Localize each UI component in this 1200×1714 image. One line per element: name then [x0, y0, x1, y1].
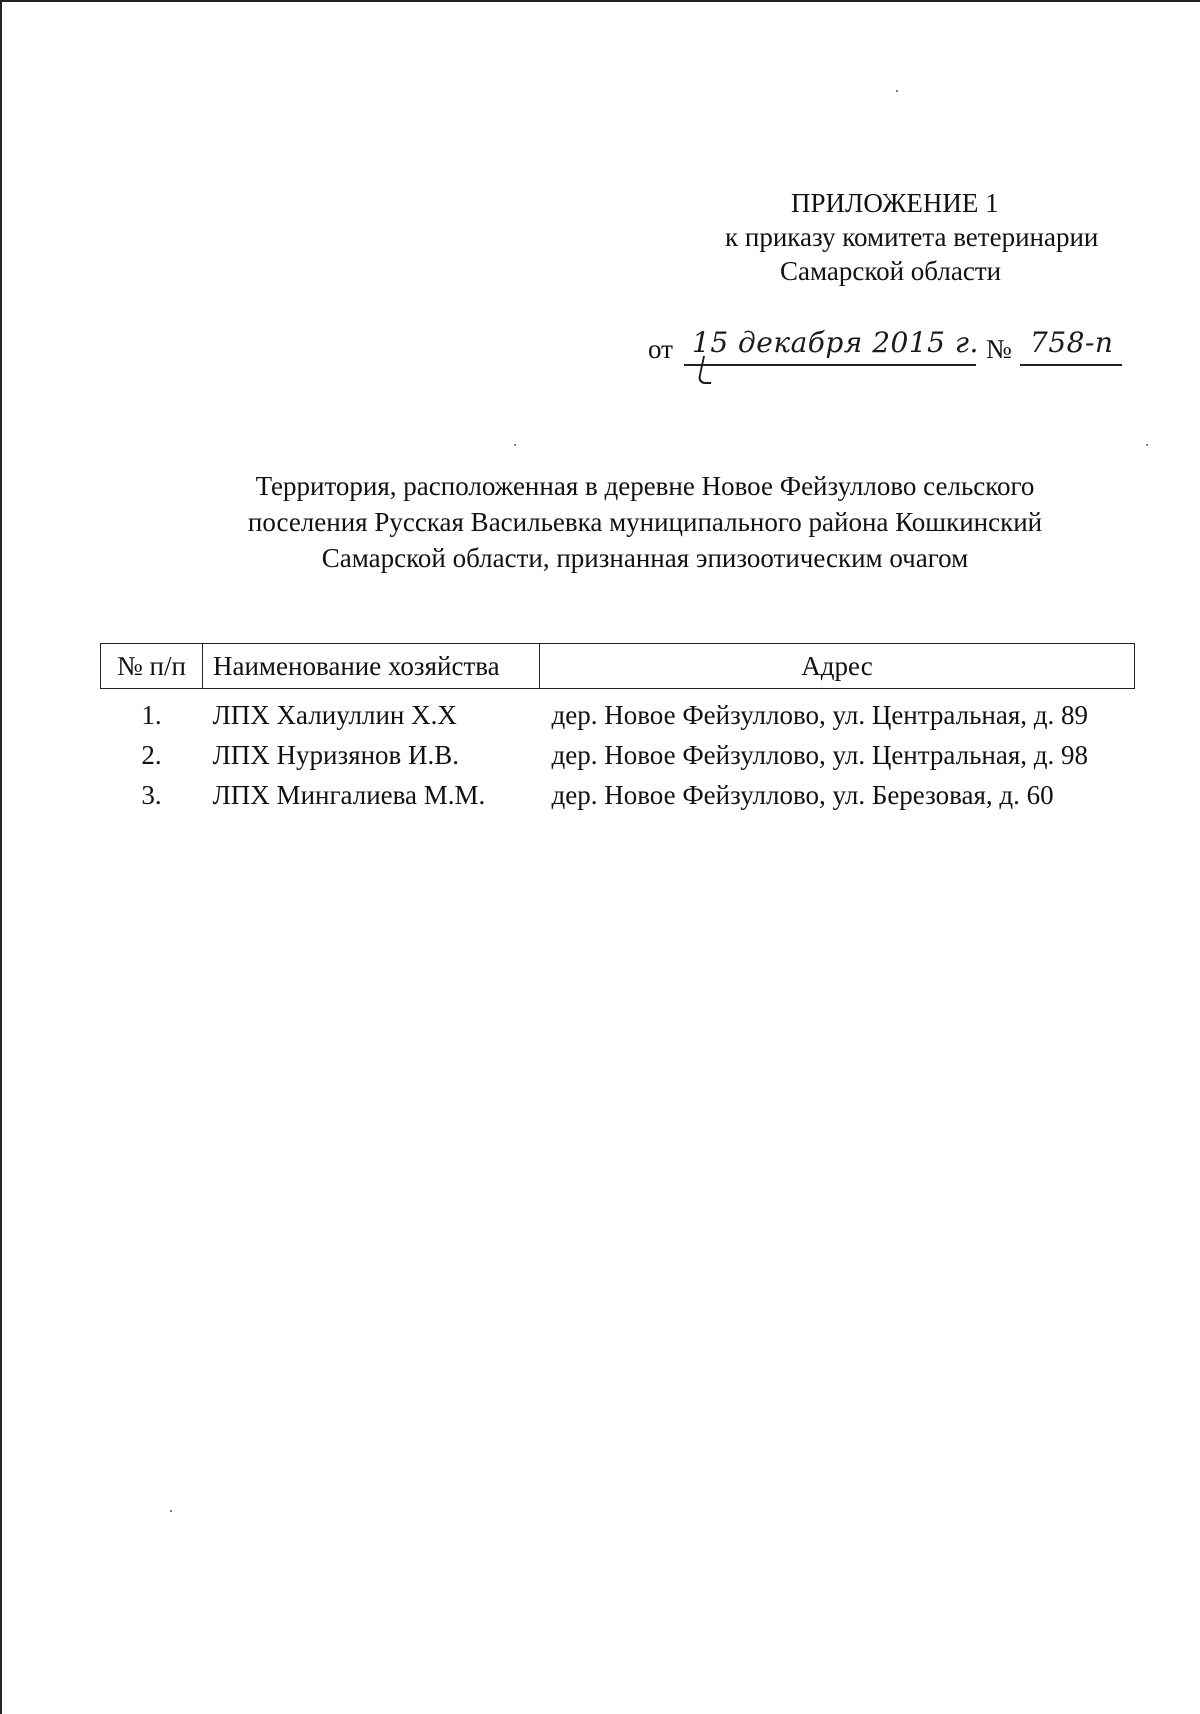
- appendix-title: ПРИЛОЖЕНИЕ 1: [791, 188, 999, 218]
- header-address: Адрес: [540, 644, 1135, 689]
- table-row: [101, 689, 1135, 736]
- row-number: 1.: [141, 699, 162, 730]
- signature-hook-mark: [697, 356, 717, 384]
- row-farm-name: ЛПХ Мингалиева М.М.: [212, 779, 486, 810]
- row-farm-name: ЛПХ Халиуллин Х.Х: [212, 699, 457, 730]
- appendix-line-3: Самарской области: [780, 256, 1002, 286]
- page-edge-top: [0, 0, 1200, 2]
- scan-speck: [514, 444, 516, 446]
- order-date-handwritten: 15 декабря 2015 г.: [692, 326, 979, 359]
- appendix-line-2: к приказу комитета ветеринарии: [725, 222, 1099, 252]
- title-line-2: поселения Русская Васильевка муниципального района Кошкинский: [247, 507, 1043, 537]
- title-line-1: Территория, расположенная в деревне Новое Фейзуллово сельского: [255, 471, 1035, 501]
- table-row: [101, 735, 1135, 775]
- number-underline: [1020, 364, 1122, 366]
- row-number: 3.: [141, 779, 162, 810]
- row-address: дер. Новое Фейзуллово, ул. Центральная, д. 89: [551, 699, 1088, 730]
- farms-table: [100, 643, 1135, 815]
- row-address: дер. Новое Фейзуллово, ул. Березовая, д. 60: [551, 779, 1054, 810]
- row-farm-name: ЛПХ Нуризянов И.В.: [212, 739, 460, 770]
- document-title: [150, 468, 1140, 576]
- scan-speck: [170, 1510, 172, 1512]
- title-line-3: Самарской области, признанная эпизоотическим очагом: [321, 543, 969, 573]
- table-row: [101, 775, 1135, 815]
- order-number-label: №: [986, 334, 1012, 364]
- row-address: дер. Новое Фейзуллово, ул. Центральная, д. 98: [551, 739, 1088, 770]
- header-number: № п/п: [101, 644, 203, 689]
- page-edge-left: [0, 0, 2, 1714]
- scan-speck: [1146, 444, 1148, 446]
- order-from-label: от: [648, 334, 673, 364]
- row-number: 2.: [141, 739, 162, 770]
- scan-speck: [896, 90, 898, 92]
- appendix-block: [690, 186, 1150, 288]
- table-header-row: [101, 644, 1135, 689]
- date-underline: [684, 364, 976, 366]
- order-number-handwritten: 758-п: [1030, 326, 1114, 359]
- header-farm-name: Наименование хозяйства: [203, 644, 540, 689]
